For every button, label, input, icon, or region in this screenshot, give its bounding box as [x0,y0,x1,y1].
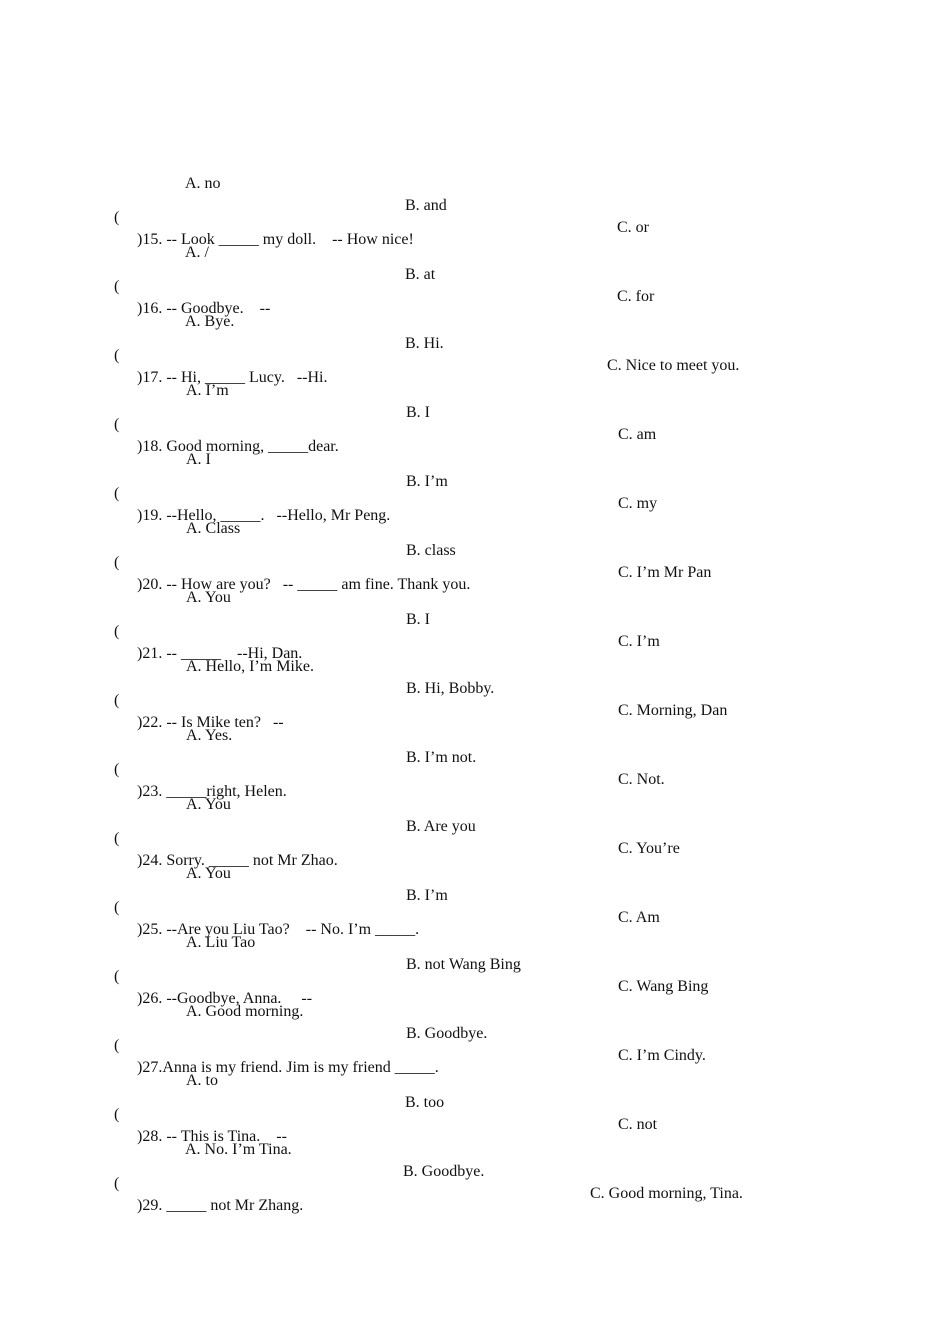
option-c: C. You’re [618,840,680,857]
option-a: A. Liu Tao [186,934,256,951]
option-c: C. I’m Cindy. [618,1047,706,1064]
option-b: B. at [405,266,436,283]
options-row-23 [0,772,950,857]
options-row-26 [0,979,950,1064]
option-a: A. Class [186,520,241,537]
option-b: B. I’m [406,887,448,904]
option-b: B. Are you [406,818,476,835]
options-row-19 [0,496,950,581]
answer-paren: ( [114,830,120,847]
option-b: B. Goodbye. [403,1163,485,1180]
option-c: C. Nice to meet you. [607,357,740,374]
question-stem: )19. --Hello, _____. --Hello, Mr Peng. [137,507,391,524]
option-b: B. Goodbye. [406,1025,488,1042]
option-c: C. Morning, Dan [618,702,728,719]
question-stem: )18. Good morning, _____dear. [137,438,339,455]
options-row-22 [0,703,950,788]
answer-paren: ( [114,209,120,226]
options-row-17 [0,358,950,443]
option-c: C. my [618,495,658,512]
options-row-27 [0,1048,950,1133]
question-stem: )25. --Are you Liu Tao? -- No. I’m _____. [137,921,420,938]
option-a: A. You [186,589,231,606]
option-b: B. Hi, Bobby. [406,680,495,697]
options-row-18 [0,427,950,512]
answer-paren: ( [114,899,120,916]
question-stem: )28. -- This is Tina. -- [137,1128,287,1145]
option-a: A. I’m [186,382,229,399]
option-c: C. am [618,426,657,443]
option-b: B. too [405,1094,445,1111]
question-stem: )17. -- Hi, _____ Lucy. --Hi. [137,369,328,386]
option-c: C. not [618,1116,658,1133]
option-a: A. Hello, I’m Mike. [186,658,314,675]
options-row-16 [0,289,950,374]
options-row-15 [0,220,950,305]
option-c: C. Good morning, Tina. [590,1185,743,1202]
answer-paren: ( [114,347,120,364]
option-a: A. Good morning. [186,1003,304,1020]
option-c: C. I’m [618,633,660,650]
option-b: B. I’m [406,473,448,490]
option-a: A. No. I’m Tina. [185,1141,292,1158]
option-a: A. to [186,1072,218,1089]
question-stem: )22. -- Is Mike ten? -- [137,714,284,731]
option-b: B. not Wang Bing [406,956,521,973]
answer-paren: ( [114,1037,120,1054]
answer-paren: ( [114,1175,120,1192]
option-b: B. and [405,197,447,214]
question-stem: )24. Sorry. _____ not Mr Zhao. [137,852,338,869]
answer-paren: ( [114,968,120,985]
options-row-24 [0,841,950,926]
answer-paren: ( [114,692,120,709]
question-stem: )15. -- Look _____ my doll. -- How nice! [137,231,414,248]
options-row-28 [0,1117,950,1202]
answer-paren: ( [114,554,120,571]
option-b: B. I [406,404,430,421]
option-a: A. You [186,796,231,813]
answer-paren: ( [114,623,120,640]
option-c: C. Wang Bing [618,978,709,995]
options-row-20 [0,565,950,650]
option-b: B. I’m not. [406,749,477,766]
question-stem: )23. _____right, Helen. [137,783,287,800]
answer-paren: ( [114,416,120,433]
options-row-21 [0,634,950,719]
question-stem: )20. -- How are you? -- _____ am fine. Thank you. [137,576,471,593]
options-row-14 [0,151,950,236]
option-a: A. I [186,451,211,468]
option-c: C. for [617,288,655,305]
question-stem: )16. -- Goodbye. -- [137,300,271,317]
option-b: B. I [406,611,430,628]
option-a: A. no [185,175,221,192]
option-b: B. class [406,542,456,559]
question-stem: )26. --Goodbye, Anna. -- [137,990,313,1007]
option-a: A. Bye. [185,313,235,330]
option-c: C. Not. [618,771,665,788]
option-c: C. I’m Mr Pan [618,564,712,581]
option-a: A. / [185,244,209,261]
answer-paren: ( [114,485,120,502]
answer-paren: ( [114,761,120,778]
question-stem: )21. -- _____ --Hi, Dan. [137,645,303,662]
question-stem: )29. _____ not Mr Zhang. [137,1197,304,1214]
question-stem: )27.Anna is my friend. Jim is my friend _____. [137,1059,439,1076]
answer-paren: ( [114,1106,120,1123]
option-c: C. or [617,219,649,236]
option-a: A. Yes. [186,727,233,744]
option-b: B. Hi. [405,335,444,352]
answer-paren: ( [114,278,120,295]
option-c: C. Am [618,909,660,926]
options-row-25 [0,910,950,995]
option-a: A. You [186,865,231,882]
